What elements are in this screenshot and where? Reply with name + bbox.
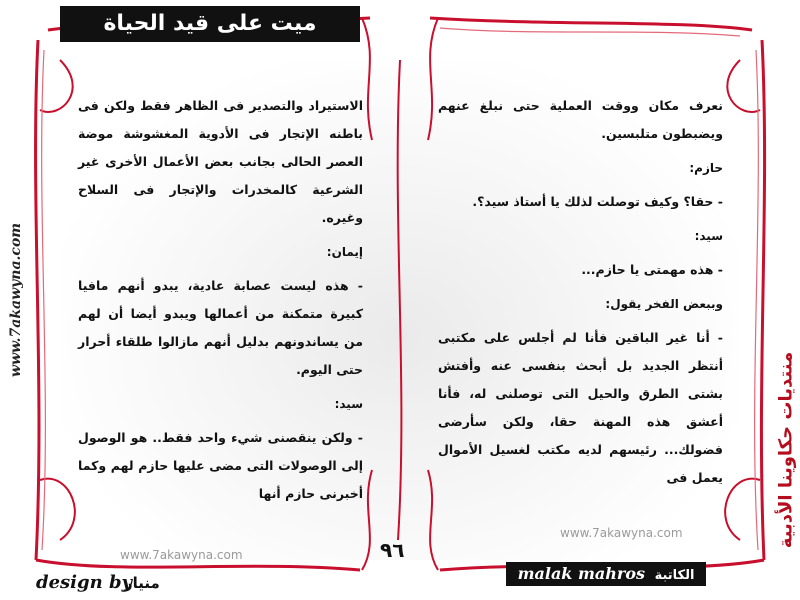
site-url-vertical: www.7akawyna.com <box>8 222 24 378</box>
author-label <box>506 562 706 586</box>
paragraph: - حقا؟ وكيف توصلت لذلك يا أستاذ سيد؟. <box>472 194 723 209</box>
forum-name-vertical: منتديات حكاوينا الأدبية <box>775 351 797 549</box>
paragraph: نعرف مكان ووقت العملية حتى نبلغ عنهم ويضبطون متلبسين. <box>438 98 723 141</box>
speaker-label: سيد: <box>334 397 363 411</box>
speaker-label: حازم: <box>689 161 723 175</box>
watermark-url: www.7akawyna.com <box>120 548 243 562</box>
page-number: ٩٦ <box>380 538 405 562</box>
text-column-left <box>78 92 363 514</box>
author-name: malak mahros <box>517 564 645 583</box>
speaker-label: سيد: <box>694 229 723 243</box>
paragraph: - هذه مهمتى يا حازم... <box>581 262 723 277</box>
text-column-right <box>438 92 723 498</box>
designer-name: منيار <box>124 574 160 592</box>
design-credit-label: design by <box>36 572 132 593</box>
author-prefix: الكاتبة <box>654 568 695 583</box>
watermark-url: www.7akawyna.com <box>560 526 683 540</box>
paragraph: الاستيراد والتصدير فى الظاهر فقط ولكن فى باطنه الإتجار فى الأدوية المغشوشة موضة العصر الحالى بجانب بعض الأعمال الأخرى غير الشرعية كالمخدرات والإتجار فى السلاح وغيره. <box>78 98 363 225</box>
paragraph: - هذه ليست عصابة عادية، يبدو أنهم مافيا كبيرة متمكنة من أعمالها ويبدو أيضا أن لهم من يساندونهم بدليل أنهم مازالوا طلقاء أحرار حتى اليوم. <box>78 278 363 377</box>
paragraph: - أنا غير الباقين فأنا لم أجلس على مكتبى أنتظر الجديد بل أبحث بنفسى عنه وأفتش بشتى الطرق والحيل التى توصلنى له، فأنا أعشق هذه المهنة حقا، ولكن سأرضى فضولك... رئيسهم لديه مكتب لغسيل الأموال يعمل فى <box>438 330 723 485</box>
speaker-label: وببعض الفخر يقول: <box>605 297 723 311</box>
paragraph: - ولكن ينقصنى شيء واحد فقط.. هو الوصول إلى الوصولات التى مضى عليها حازم لهم وكما أخبرنى حازم أنها <box>78 430 363 501</box>
speaker-label: إيمان: <box>326 245 363 259</box>
page-title: ميت على قيد الحياة <box>60 6 360 42</box>
